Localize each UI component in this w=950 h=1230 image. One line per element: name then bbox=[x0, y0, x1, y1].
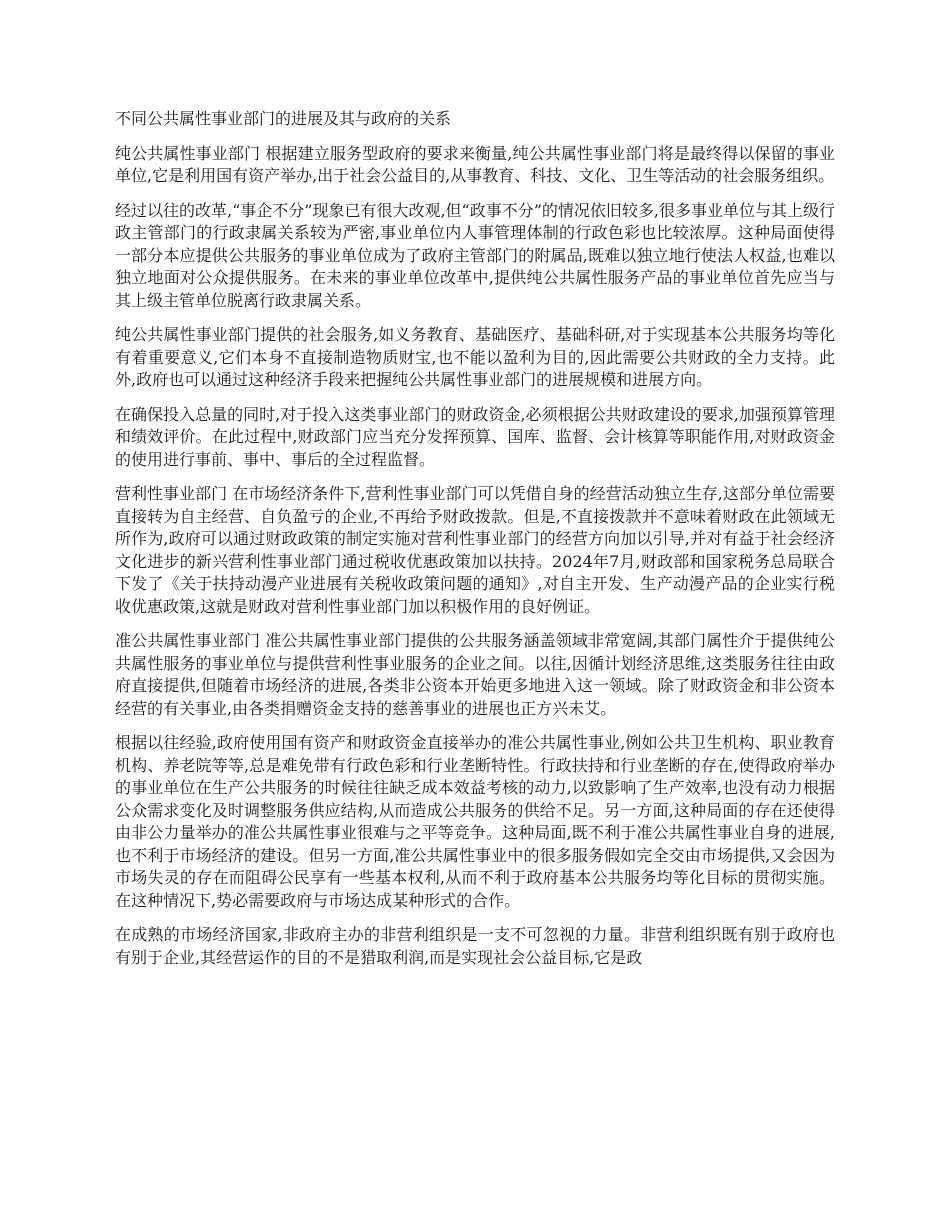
paragraph-8: 在成熟的市场经济国家,非政府主办的非营利组织是一支不可忽视的力量。非营利组织既有别于政府也有别于企业,其经营运作的目的不是猎取利润,而是实现社会公益目标,它是政 bbox=[115, 925, 835, 967]
paragraph-4: 在确保投入总量的同时,对于投入这类事业部门的财政资金,必须根据公共财政建设的要求,加强预算管理和绩效评价。在此过程中,财政部门应当充分发挥预算、国库、监督、会计核算等职能作用,对财政资金的使用进行事前、事中、事后的全过程监督。 bbox=[115, 404, 835, 469]
paragraph-1: 纯公共属性事业部门 根据建立服务型政府的要求来衡量,纯公共属性事业部门将是最终得以保留的事业单位,它是利用国有资产举办,出于社会公益目的,从事教育、科技、文化、卫生等活动的社会服务组织。 bbox=[115, 143, 835, 185]
document-page bbox=[115, 108, 835, 981]
paragraph-7: 根据以往经验,政府使用国有资产和财政资金直接举办的准公共属性事业,例如公共卫生机构、职业教育机构、养老院等等,总是难免带有行政色彩和行业垄断特性。行政扶持和行业垄断的存在,使得政府举办的事业单位在生产公共服务的时候往往缺乏成本效益考核的动力,以致影响了生产效率,也没有动力根据公众需求变化及时调整服务供应结构,从而造成公共服务的供给不足。另一方面,这种局面的存在还使得由非公力量举办的准公共属性事业很难与之平等竞争。这种局面,既不利于准公共属性事业自身的进展,也不利于市场经济的建设。但另一方面,准公共属性事业中的很多服务假如完全交由市场提供,又会因为市场失灵的存在而阻碍公民享有一些基本权利,从而不利于政府基本公共服务均等化目标的贯彻实施。在这种情况下,势必需要政府与市场达成某种形式的合作。 bbox=[115, 733, 835, 910]
document-title: 不同公共属性事业部门的进展及其与政府的关系 bbox=[115, 109, 452, 128]
paragraph-6: 准公共属性事业部门 准公共属性事业部门提供的公共服务涵盖领域非常宽阔,其部门属性介于提供纯公共属性服务的事业单位与提供营利性事业服务的企业之间。以往,因循计划经济思维,这类服务往往由政府直接提供,但随着市场经济的进展,各类非公资本开始更多地进入这一领域。除了财政资金和非公资本经营的有关事业,由各类捐赠资金支持的慈善事业的进展也正方兴未艾。 bbox=[115, 631, 835, 718]
paragraph-5: 营利性事业部门 在市场经济条件下,营利性事业部门可以凭借自身的经营活动独立生存,这部分单位需要直接转为自主经营、自负盈亏的企业,不再给予财政拨款。但是,不直接拨款并不意味着财政在此领域无所作为,政府可以通过财政政策的制定实施对营利性事业部门的经营方向加以引导,并对有益于社会经济文化进步的新兴营利性事业部门通过税收优惠政策加以扶持。2024年7月,财政部和国家税务总局联合下发了《关于扶持动漫产业进展有关税收政策问题的通知》,对自主开发、生产动漫产品的企业实行税收优惠政策,这就是财政对营利性事业部门加以积极作用的良好例证。 bbox=[115, 484, 835, 616]
paragraph-3: 纯公共属性事业部门提供的社会服务,如义务教育、基础医疗、基础科研,对于实现基本公共服务均等化有着重要意义,它们本身不直接制造物质财宝,也不能以盈利为目的,因此需要公共财政的全力支持。此外,政府也可以通过这种经济手段来把握纯公共属性事业部门的进展规模和进展方向。 bbox=[115, 325, 835, 389]
paragraph-2: 经过以往的改革,“事企不分”现象已有很大改观,但“政事不分”的情况依旧较多,很多事业单位与其上级行政主管部门的行政隶属关系较为严密,事业单位内人事管理体制的行政色彩也比较浓厚。这种局面使得一部分本应提供公共服务的事业单位成为了政府主管部门的附属品,既难以独立地行使法人权益,也难以独立地面对公众提供服务。在未来的事业单位改革中,提供纯公共属性服务产品的事业单位首先应当与其上级主管单位脱离行政隶属关系。 bbox=[115, 200, 835, 310]
